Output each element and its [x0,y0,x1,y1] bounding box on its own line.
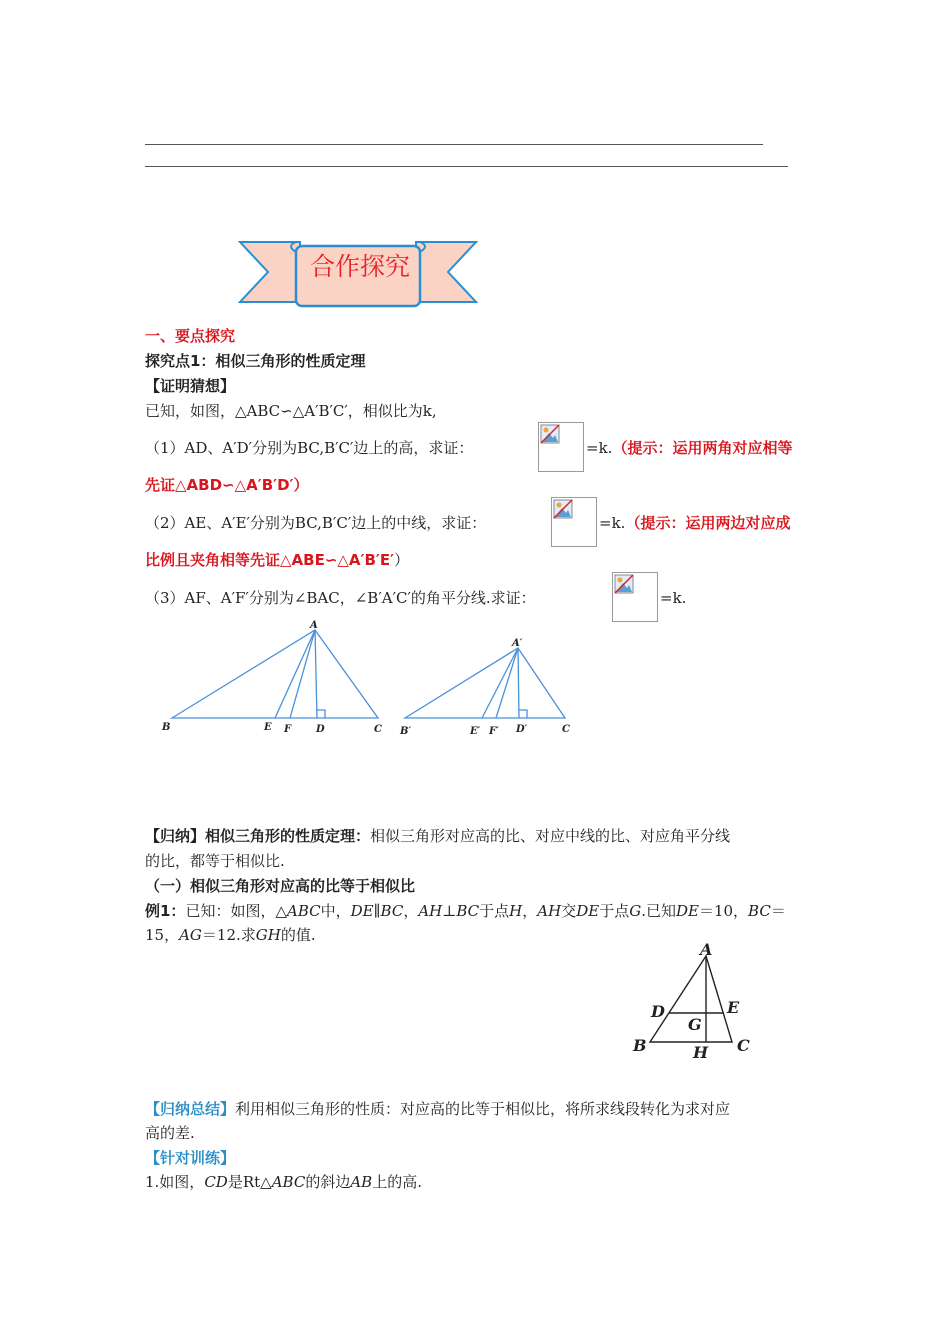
question-2-hint-b: 比例且夹角相等先证△ABE∽△A′B′E′ [145,551,395,569]
ex1-text-6: 交 [561,902,577,920]
question-1 [145,438,473,458]
question-3 [145,588,536,608]
altitude-ad [315,630,317,718]
ex1-de-parallel-bc: DE∥BC [350,902,404,920]
label-a: A [310,620,318,631]
triangle-a-prime [405,648,565,718]
question-2-hint-a: （提示：运用两边对应成 [625,514,791,532]
label-f-prime: F′ [489,726,499,737]
ex1-g: G [629,902,642,920]
label-c-right: C [562,724,570,735]
ex1-ag: AG [179,926,202,944]
label-b: B [162,722,171,733]
ex1-abc: ABC [286,902,321,920]
conclusion-tag: 【归纳总结】 [145,1100,236,1118]
label-e: E [264,722,272,733]
question-1-text: （1）AD、A′D′分别为BC,B′C′边上的高，求证： [145,439,474,457]
summary-body-a: 相似三角形对应高的比、对应中线的比、对应角平分线 [370,827,731,845]
formula-image-placeholder-3 [612,572,658,622]
median-ae [275,630,315,718]
label-c: C [374,724,382,735]
ex1-text-7: 于点 [599,902,630,920]
ex1-text-b1: 15， [145,926,180,944]
ex1-ah: AH [537,902,562,920]
ex1-text-1: 已知：如图，△ [185,902,287,920]
ex1-text-3: ， [403,902,419,920]
label-g-ex: G [688,1015,702,1034]
ex1-bc: BC [748,902,771,920]
label-c-ex: C [737,1036,750,1055]
altitude-a-prime-d-prime [518,648,519,718]
practice-text-1: 1.如图， [145,1173,205,1191]
label-a-ex: A [700,940,713,959]
question-3-eq: =k. [660,589,687,607]
conclusion-body-a: 利用相似三角形的性质：对应高的比等于相似比，将所求线段转化为求对应 [235,1100,731,1118]
label-e-ex: E [727,998,740,1017]
ex1-gh: GH [255,926,281,944]
image-icon [614,574,634,594]
example-1-triangle-figure [628,938,758,1063]
ex1-text-8: .已知 [641,902,676,920]
proof-tag: 【证明猜想】 [145,377,236,395]
ex1-text-b2: ＝12.求 [201,926,256,944]
question-2 [145,513,486,533]
label-b-ex: B [633,1036,647,1055]
conclusion-line-1 [145,1099,730,1119]
ex1-de: DE [576,902,600,920]
section-heading: 一、要点探究 [145,327,236,345]
image-icon [553,499,573,519]
header-rule-1 [145,144,763,145]
label-d: D [316,724,325,735]
label-d-ex: D [651,1002,665,1021]
question-2-tail [599,513,790,533]
example-1-line-b [145,925,316,945]
example-1-label: 例1： [145,902,186,920]
question-1-tail [586,438,792,458]
right-angle-mark-d [317,710,325,718]
question-2-text: （2）AE、A′E′分别为BC,B′C′边上的中线，求证： [145,514,487,532]
formula-image-placeholder-1 [538,422,584,472]
ex1-ah-perp-bc: AH⊥BC [418,902,480,920]
header-rule-2 [145,166,788,167]
formula-image-placeholder-2 [551,497,597,547]
question-1-hint-a: （提示：运用两角对应相等 [612,439,793,457]
practice-text-4: 上的高. [372,1173,422,1191]
banner-title: 合作探究 [309,252,410,281]
ex1-h: H [509,902,523,920]
label-b-prime: B′ [400,726,412,737]
given-statement: 已知，如图，△ABC∽△A′B′C′，相似比为k, [145,402,437,420]
question-2-hint-line [145,550,409,570]
ex1-text-2: 中， [320,902,351,920]
practice-text-2: 是Rt△ [227,1173,272,1191]
question-1-hint-b: 先证△ABD∽△A′B′D′） [145,476,309,494]
label-d-prime: D′ [516,724,528,735]
conclusion-line-2: 高的差. [145,1124,195,1142]
question-2-hint-close: ） [394,551,410,569]
practice-text-3: 的斜边 [305,1173,351,1191]
image-icon [540,424,560,444]
summary-title: 相似三角形的性质定理： [205,827,371,845]
practice-cd: CD [204,1173,228,1191]
label-e-prime: E′ [470,726,481,737]
practice-question-1 [145,1172,422,1192]
ex1-text-b3: 的值. [280,926,316,944]
summary-line-2: 的比，都等于相似比. [145,852,285,870]
similar-triangles-figure [150,618,590,743]
practice-abc: ABC [271,1173,306,1191]
summary-line-1 [145,826,730,846]
example-1-line-a [145,901,786,921]
question-1-eq: =k. [586,439,613,457]
label-h-ex: H [693,1043,709,1062]
label-a-prime: A′ [512,638,523,649]
right-angle-mark-d-prime [519,710,527,718]
ex1-text-4: 于点 [479,902,510,920]
triangle-abc [172,630,378,718]
ex1-text-10: ＝ [770,902,786,920]
ex1-text-5: ， [522,902,538,920]
ex1-de-2: DE [675,902,699,920]
practice-tag: 【针对训练】 [145,1149,236,1167]
ex1-text-9: ＝10， [698,902,749,920]
question-3-text: （3）AF、A′F′分别为∠BAC，∠B′A′C′的角平分线.求证： [145,589,536,607]
exploration-point-title: 探究点1：相似三角形的性质定理 [145,352,366,370]
subsection-1-heading: （一）相似三角形对应高的比等于相似比 [145,877,416,895]
practice-ab: AB [350,1173,373,1191]
summary-tag: 【归纳】 [145,827,206,845]
label-f: F [284,724,292,735]
question-2-eq: =k. [599,514,626,532]
